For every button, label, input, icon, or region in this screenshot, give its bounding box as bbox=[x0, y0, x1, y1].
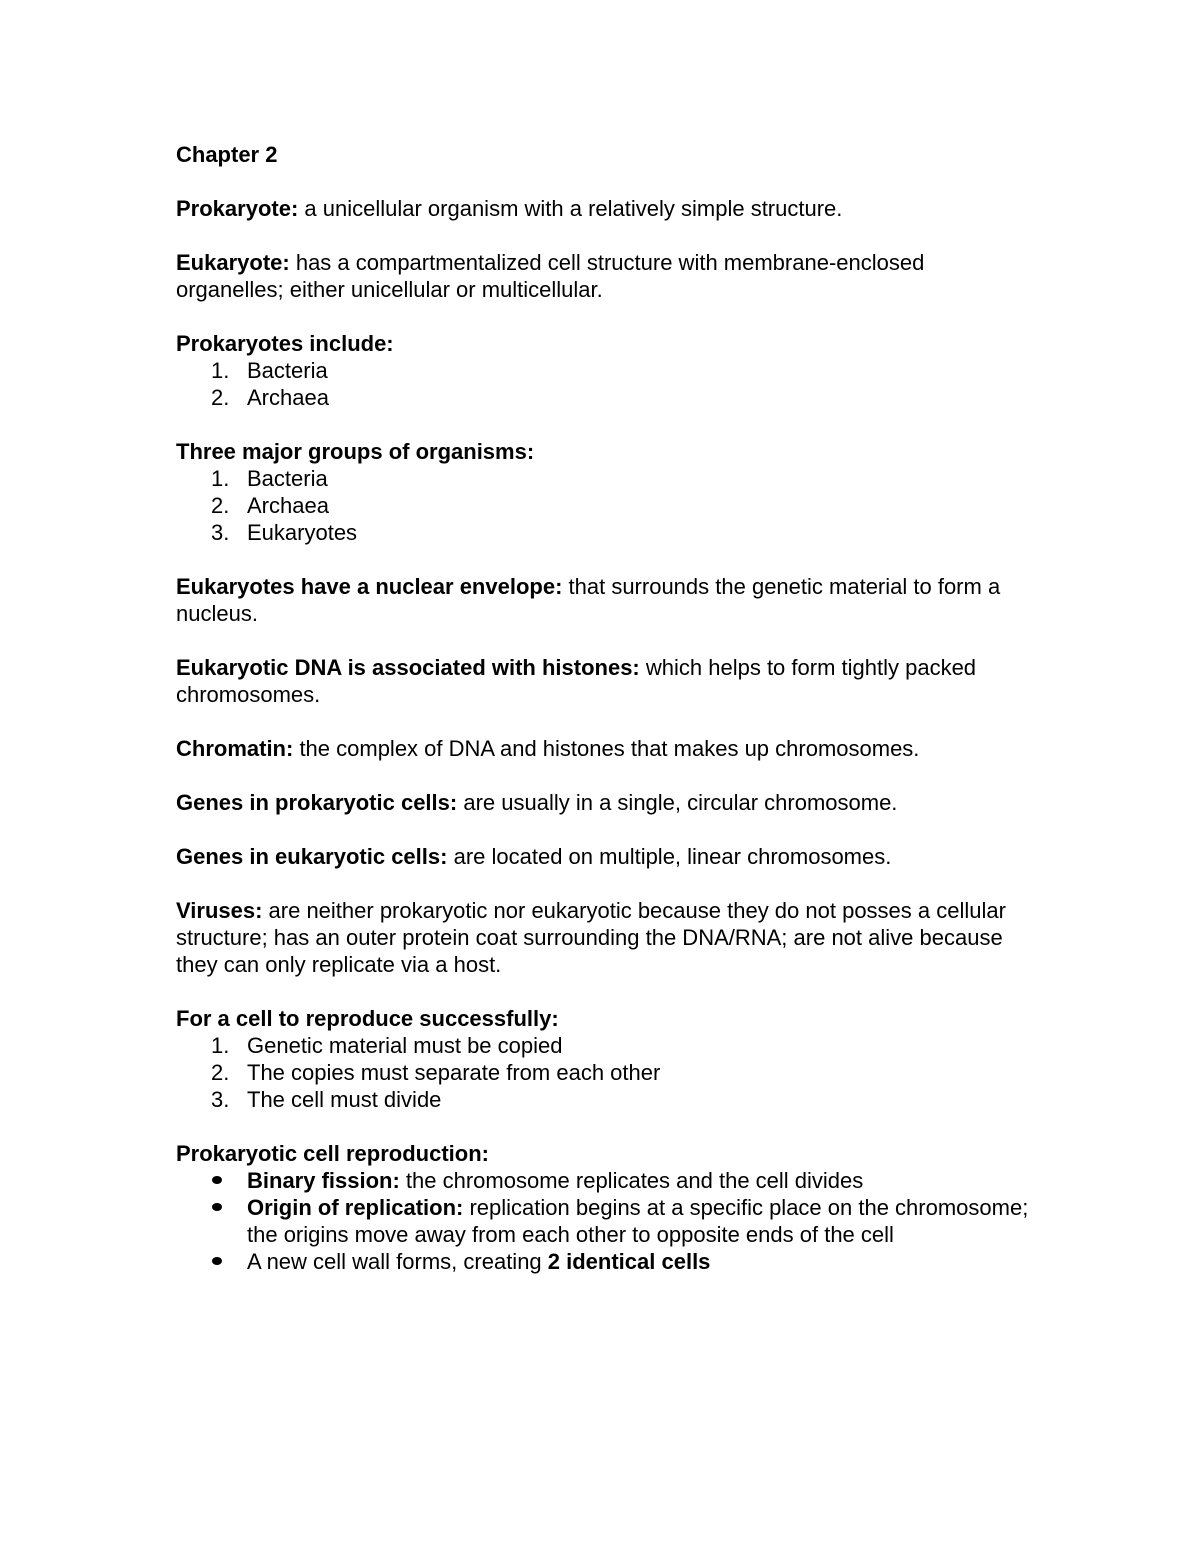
list-item: A new cell wall forms, creating 2 identical cells bbox=[176, 1248, 1036, 1275]
definition: the complex of DNA and histones that makes up chromosomes. bbox=[293, 736, 920, 761]
list-item: 3. The cell must divide bbox=[211, 1087, 442, 1112]
definition: a unicellular organism with a relatively simple structure. bbox=[298, 196, 843, 221]
bullet-icon bbox=[212, 1176, 222, 1184]
three-groups-list bbox=[176, 465, 1036, 546]
term: Prokaryote: bbox=[176, 196, 299, 221]
term: Eukaryote: bbox=[176, 250, 290, 275]
definition: are usually in a single, circular chromosome. bbox=[457, 790, 898, 815]
term: Eukaryotes have a nuclear envelope: bbox=[176, 574, 563, 599]
term: Viruses: bbox=[176, 898, 263, 923]
term: Genes in eukaryotic cells: bbox=[176, 844, 448, 869]
genes-prokaryotic-definition bbox=[176, 789, 1036, 816]
prokaryotic-reproduction-heading: Prokaryotic cell reproduction: bbox=[176, 1141, 489, 1166]
prokaryotes-include-heading: Prokaryotes include: bbox=[176, 331, 394, 356]
list-item: 2. Archaea bbox=[211, 385, 329, 410]
reproduce-list bbox=[176, 1032, 1036, 1113]
definition: has a compartmentalized cell structure with membrane-enclosed organelles; either unicellular or multicellular. bbox=[176, 250, 925, 302]
list-item: 1. Bacteria bbox=[211, 358, 328, 383]
genes-eukaryotic-definition bbox=[176, 843, 1036, 870]
bullet-icon bbox=[212, 1257, 222, 1265]
list-item: Origin of replication: replication begins at a specific place on the chromosome; the origins move away from each other to opposite ends of the cell bbox=[176, 1194, 1036, 1248]
list-item: 1. Genetic material must be copied bbox=[211, 1033, 563, 1058]
term: Genes in prokaryotic cells: bbox=[176, 790, 458, 815]
three-groups-heading: Three major groups of organisms: bbox=[176, 439, 535, 464]
eukaryote-definition bbox=[176, 249, 1036, 303]
reproduce-heading: For a cell to reproduce successfully: bbox=[176, 1006, 559, 1031]
bullet-icon bbox=[212, 1203, 222, 1211]
list-item: 3. Eukaryotes bbox=[211, 520, 358, 545]
list-item: 2. Archaea bbox=[211, 493, 329, 518]
histones-definition bbox=[176, 654, 1036, 708]
prokaryotic-reproduction-list bbox=[176, 1167, 1036, 1275]
list-item: 1. Bacteria bbox=[211, 466, 328, 491]
list-item: Binary fission: the chromosome replicates and the cell divides bbox=[176, 1167, 1036, 1194]
prokaryotes-include-list bbox=[176, 357, 1036, 411]
term: Chromatin: bbox=[176, 736, 294, 761]
chromatin-definition bbox=[176, 735, 1036, 762]
definition: that surrounds the genetic material to form a nucleus. bbox=[176, 574, 1001, 626]
definition: which helps to form tightly packed chromosomes. bbox=[176, 655, 977, 707]
nuclear-envelope-definition bbox=[176, 573, 1036, 627]
term: Eukaryotic DNA is associated with histones: bbox=[176, 655, 640, 680]
list-item: 2. The copies must separate from each other bbox=[211, 1060, 661, 1085]
viruses-definition bbox=[176, 897, 1036, 978]
prokaryote-definition bbox=[176, 195, 1036, 222]
definition: are neither prokaryotic nor eukaryotic because they do not posses a cellular structure; has an outer protein coat surrounding the DNA/RNA; are not alive because they can only replicate via a host. bbox=[176, 898, 1006, 977]
document-page bbox=[176, 141, 1036, 1302]
definition: are located on multiple, linear chromosomes. bbox=[447, 844, 892, 869]
chapter-title: Chapter 2 bbox=[176, 142, 278, 167]
